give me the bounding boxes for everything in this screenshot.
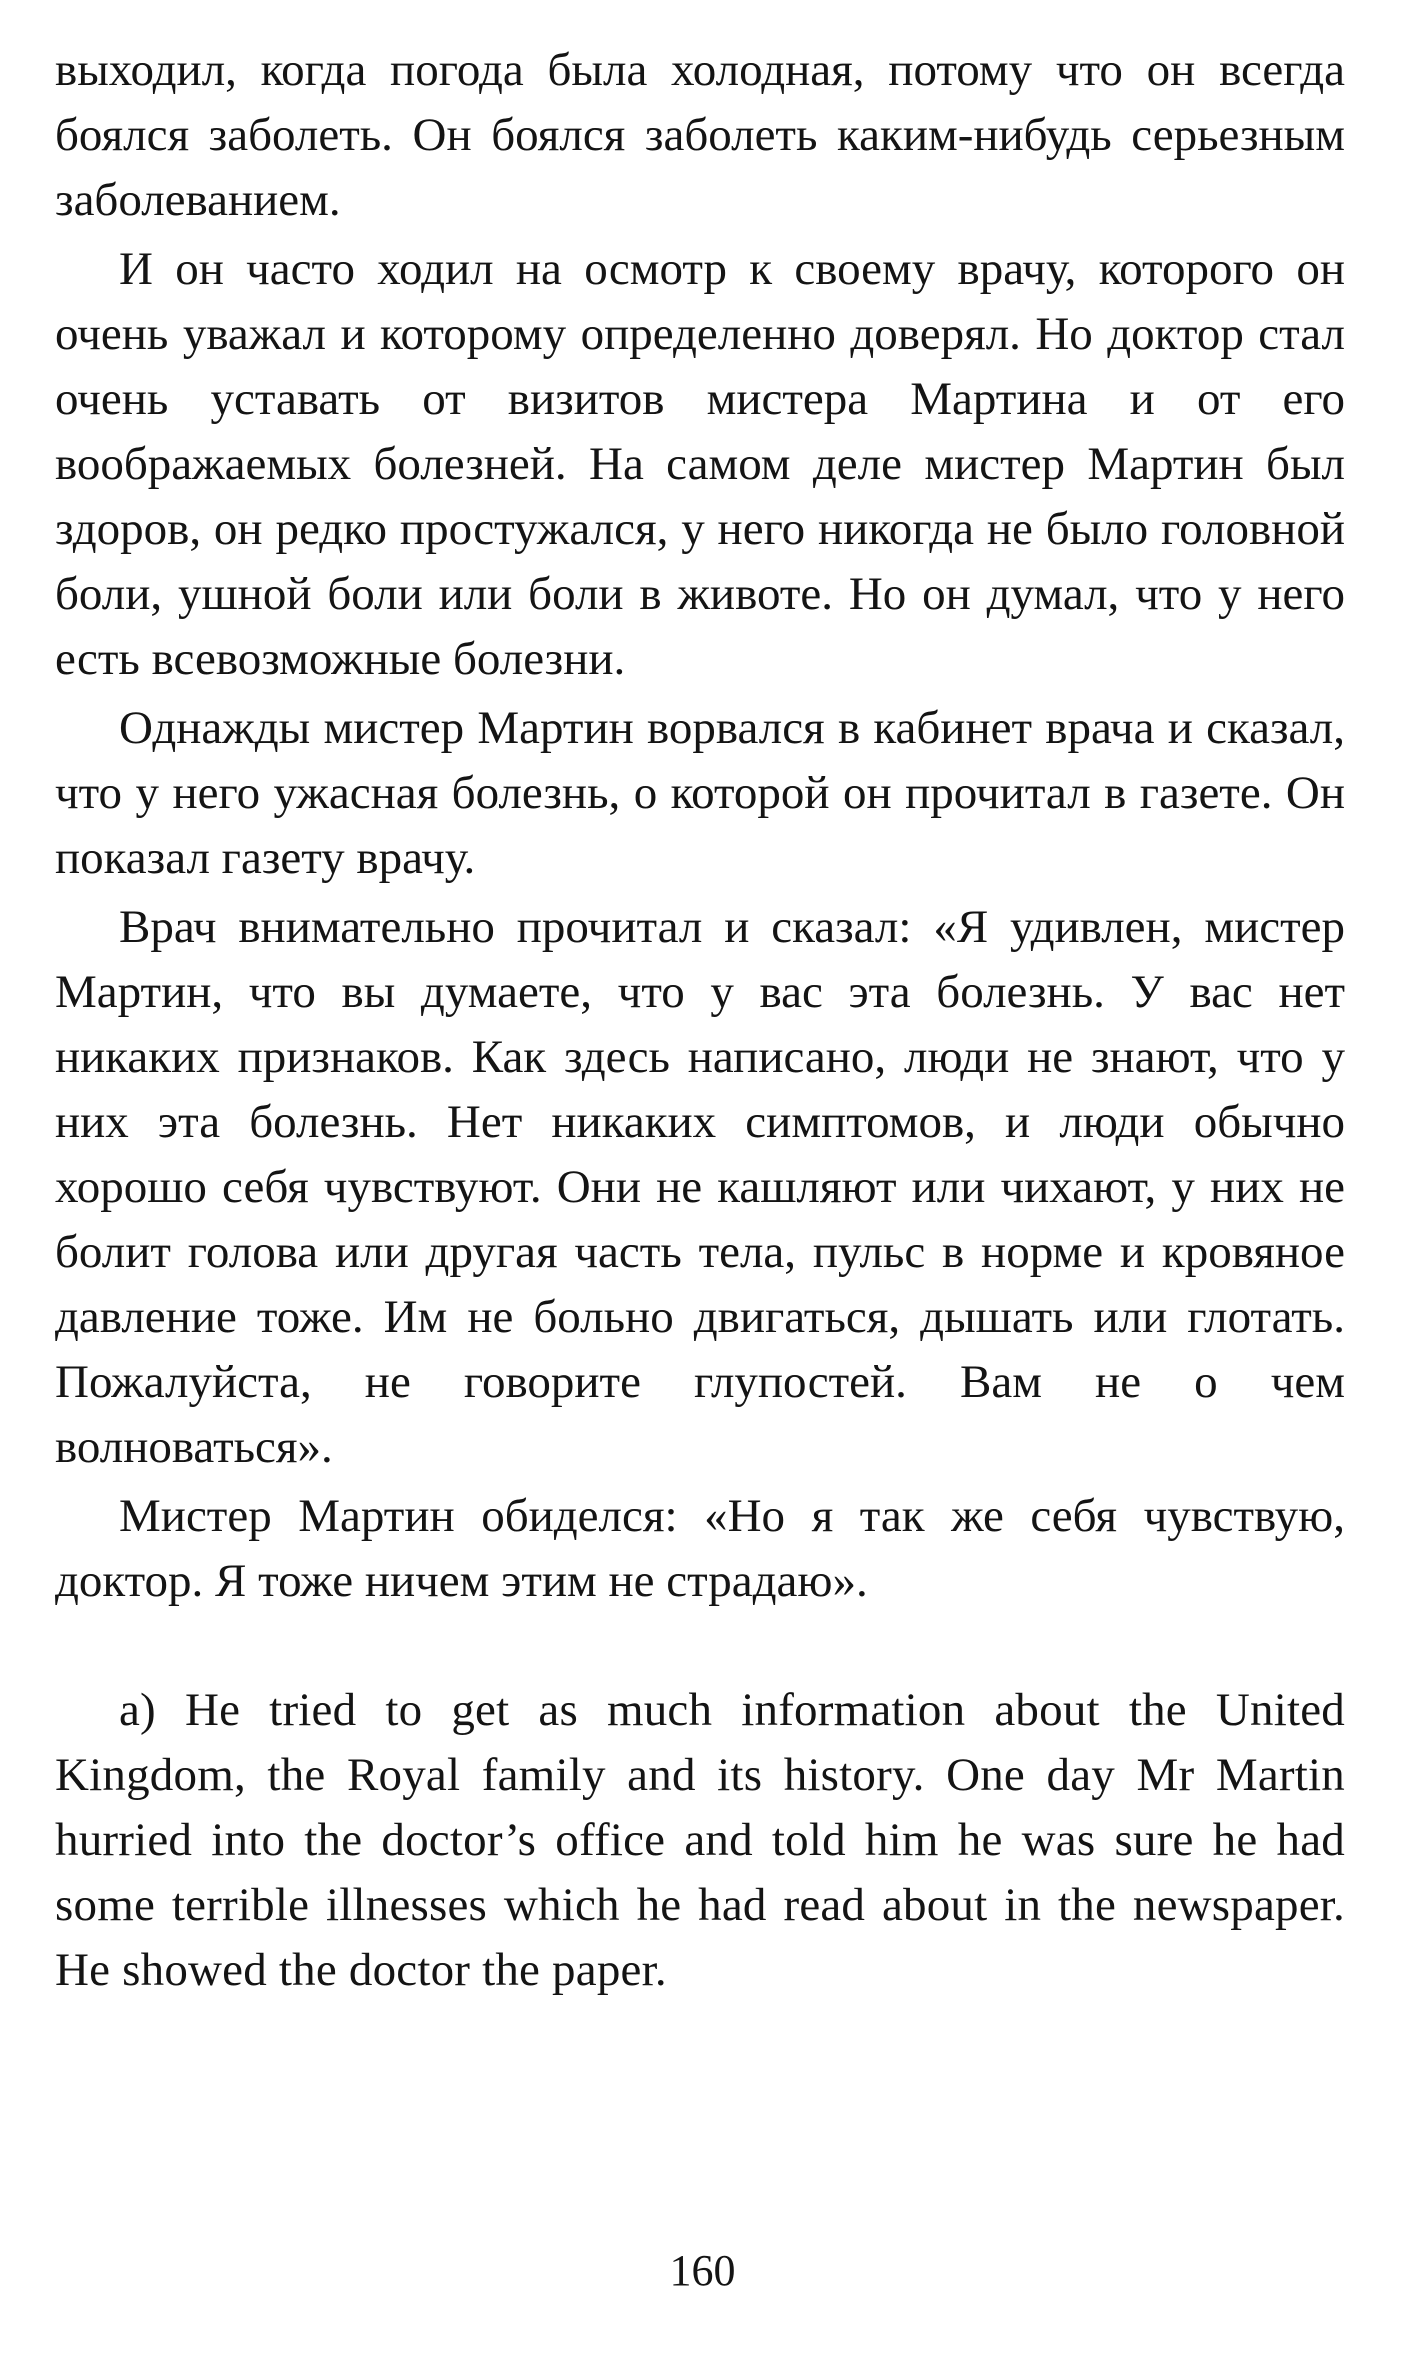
paragraph-ru-4: Врач внимательно прочитал и сказал: «Я удивлен, мистер Мартин, что вы думаете, что у вас эта болезнь. У вас нет никаких признаков. Как здесь написано, люди не знают, что у них эта болезнь. Нет никаких симптомов, и люди обычно хорошо себя чувствуют. Они не кашляют или чихают, у них не болит голова или другая часть тела, пульс в норме и кровяное давление тоже. Им не больно двигаться, дышать или глотать. Пожалуйста, не говорите глупостей. Вам не о чем волноваться». <box>55 901 1345 1473</box>
paragraph-ru-1: выходил, когда погода была холодная, потому что он всегда боялся заболеть. Он боялся заболеть каким-нибудь серьезным заболеванием. <box>55 44 1345 226</box>
page-number: 160 <box>669 2246 736 2295</box>
paragraph-ru-3: Однажды мистер Мартин ворвался в кабинет врача и сказал, что у него ужасная болезнь, о которой он прочитал в газете. Он показал газету врачу. <box>55 702 1345 884</box>
exercise-option-a: a) He tried to get as much information about the United Kingdom, the Royal family and its history. One day Mr Martin hurried into the doctor’s office and told him he was sure he had some terrible illnesses which he had read about in the newspaper. He showed the doctor the paper. <box>55 1684 1345 1996</box>
paragraph-ru-5: Мистер Мартин обиделся: «Но я так же себя чувствую, доктор. Я тоже ничем этим не страдаю». <box>55 1490 1345 1607</box>
paragraph-ru-2: И он часто ходил на осмотр к своему врачу, которого он очень уважал и которому определенно доверял. Но доктор стал очень уставать от визитов мистера Мартина и от его воображаемых болезней. На самом деле мистер Мартин был здоров, он редко простужался, у него никогда не было головной боли, ушной боли или боли в животе. Но он думал, что у него есть всевозможные болезни. <box>55 243 1345 685</box>
page-body <box>55 38 1345 2050</box>
